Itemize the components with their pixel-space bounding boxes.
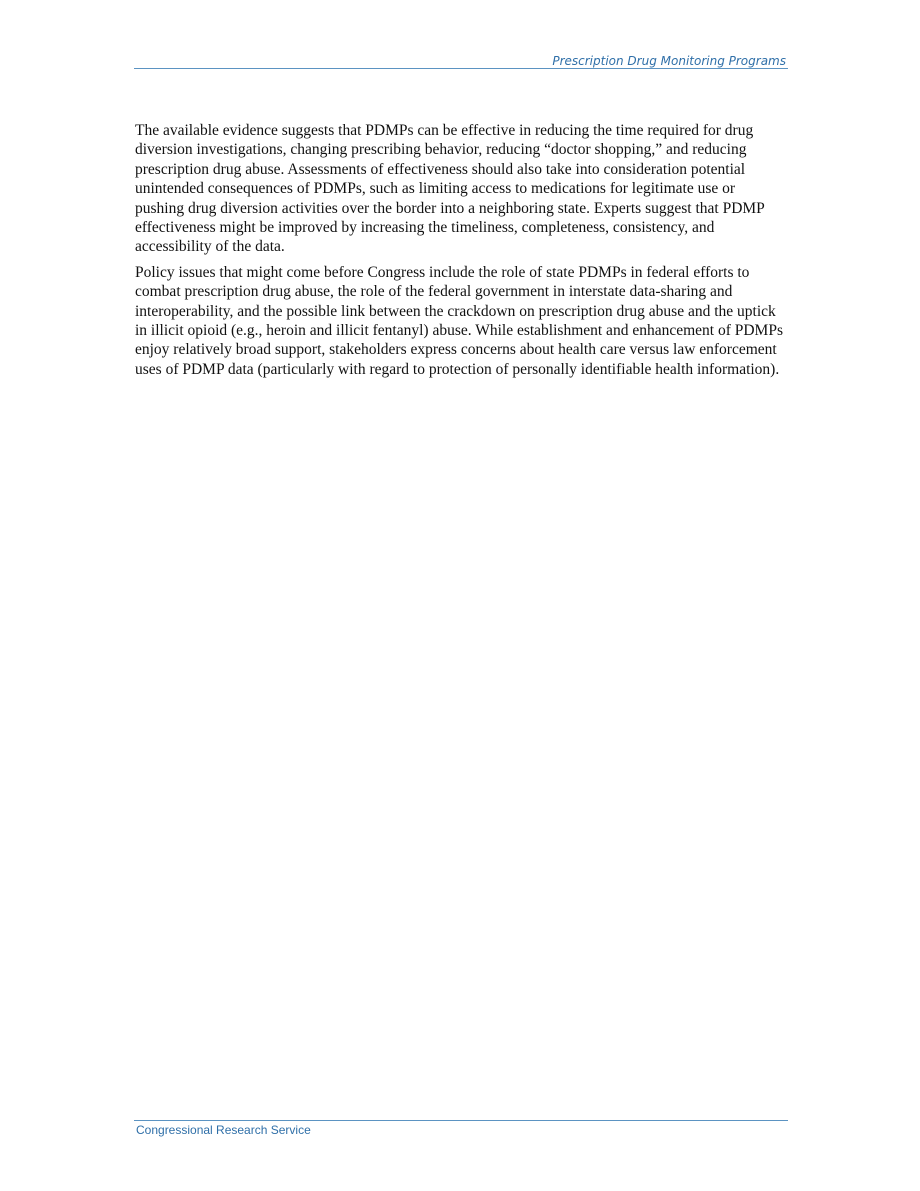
footer-divider bbox=[134, 1120, 788, 1121]
body-text bbox=[135, 121, 785, 385]
header-divider bbox=[134, 68, 788, 69]
running-header-title: Prescription Drug Monitoring Programs bbox=[552, 54, 786, 68]
footer-organization: Congressional Research Service bbox=[136, 1123, 311, 1137]
paragraph-effectiveness: The available evidence suggests that PDMPs can be effective in reducing the time required for drug diversion investigations, changing prescribing behavior, reducing “doctor shopping,” and reducing prescription drug abuse. Assessments of effectiveness should also take into consideration potential unintended consequences of PDMPs, such as limiting access to medications for legitimate use or pushing drug diversion activities over the border into a neighboring state. Experts suggest that PDMP effectiveness might be improved by increasing the timeliness, completeness, consistency, and accessibility of the data. bbox=[135, 122, 765, 256]
paragraph-policy-issues: Policy issues that might come before Congress include the role of state PDMPs in federal efforts to combat prescription drug abuse, the role of the federal government in interstate data-sharing and interoperability, and the possible link between the crackdown on prescription drug abuse and the uptick in illicit opioid (e.g., heroin and illicit fentanyl) abuse. While establishment and enhancement of PDMPs enjoy relatively broad support, stakeholders express concerns about health care versus law enforcement uses of PDMP data (particularly with regard to protection of personally identifiable health information). bbox=[135, 263, 783, 378]
